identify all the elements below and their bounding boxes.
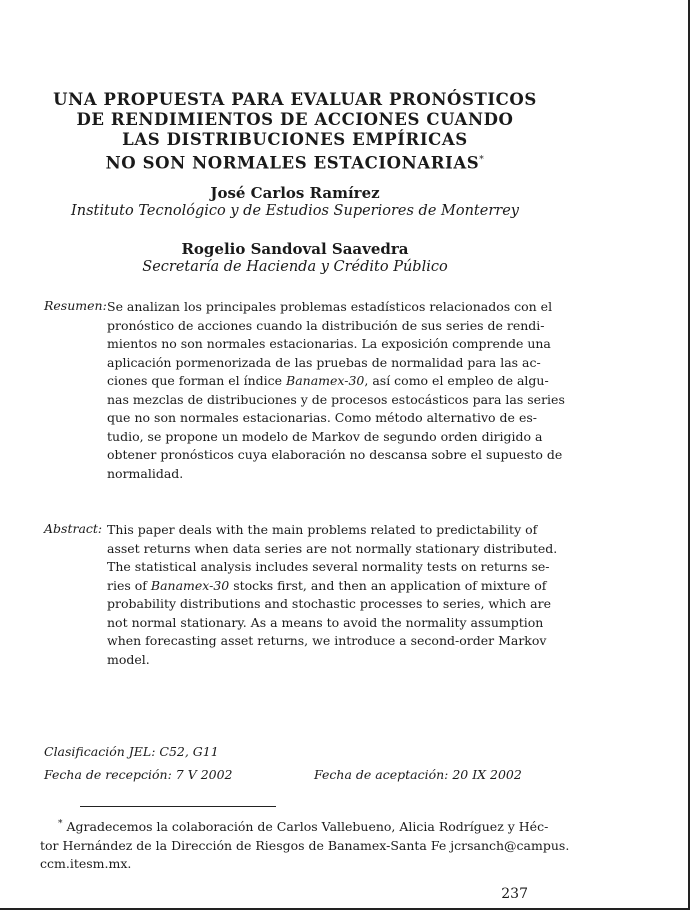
author-affiliation: Secretaría de Hacienda y Crédito Público xyxy=(142,259,448,275)
text-line: tudio, se propone un modelo de Markov de segundo orden dirigido a xyxy=(107,428,543,444)
paper-title xyxy=(20,90,570,174)
text-line: aplicación pormenorizada de las pruebas de normalidad para las ac- xyxy=(107,354,541,370)
title-line: DE RENDIMIENTOS DE ACCIONES CUANDO xyxy=(76,110,514,129)
text-line: obtener pronósticos cuya elaboración no descansa sobre el supuesto de xyxy=(107,447,563,462)
index-name: Banamex-30 xyxy=(150,577,230,593)
footnote xyxy=(40,815,570,874)
resumen-label: Resumen: xyxy=(44,298,107,313)
page-number: 237 xyxy=(501,886,528,902)
text-line: * Agradecemos la colaboración de Carlos Vallebueno, Alicia Rodríguez y Héc- xyxy=(58,819,549,835)
accepted-date: Fecha de aceptación: 20 IX 2002 xyxy=(314,767,522,782)
text-line: ries of Banamex-30 stocks first, and then an application of mixture of xyxy=(107,577,547,593)
text-line: This paper deals with the main problems related to predictability of xyxy=(107,522,538,537)
text-line: normalidad. xyxy=(107,465,184,481)
footnote-mark: * xyxy=(58,819,63,829)
title-footnote-mark: * xyxy=(479,155,485,165)
text-line: ccm.itesm.mx. xyxy=(40,856,132,872)
title-line-text: NO SON NORMALES ESTACIONARIAS xyxy=(105,153,480,173)
text-line: probability distributions and stochastic processes to series, which are xyxy=(107,596,551,611)
author-name: Rogelio Sandoval Saavedra xyxy=(181,240,409,258)
jel-classification: Clasificación JEL: C52, G11 xyxy=(44,744,219,759)
author-affiliation: Instituto Tecnológico y de Estudios Superiores de Monterrey xyxy=(71,203,519,219)
text-line: when forecasting asset returns, we introduce a second-order Markov xyxy=(107,633,547,648)
text-line: que no son normales estacionarias. Como método alternativo de es- xyxy=(107,410,537,425)
text-line: asset returns when data series are not normally stationary distributed. xyxy=(107,540,558,556)
abstract-label: Abstract: xyxy=(44,521,103,536)
text-line: not normal stationary. As a means to avoid the normality assumption xyxy=(107,614,544,630)
footnote-divider xyxy=(80,806,276,807)
title-line: UNA PROPUESTA PARA EVALUAR PRONÓSTICOS xyxy=(53,90,537,109)
index-name: Banamex-30 xyxy=(286,373,365,388)
text-line: model. xyxy=(107,651,150,667)
resumen-text xyxy=(107,298,565,483)
text-line: pronóstico de acciones cuando la distribución de sus series de rendi- xyxy=(107,317,545,333)
text-line: ciones que forman el índice Banamex-30, así como el empleo de algu- xyxy=(107,373,549,388)
text-line: mientos no son normales estacionarias. La exposición comprende una xyxy=(107,336,551,351)
text-line: nas mezclas de distribuciones y de procesos estocásticos para las series xyxy=(107,391,565,407)
received-date: Fecha de recepción: 7 V 2002 xyxy=(44,767,233,782)
text-line: Se analizan los principales problemas estadísticos relacionados con el xyxy=(107,299,553,314)
abstract-text xyxy=(107,521,558,669)
title-line xyxy=(20,150,570,174)
text-line: The statistical analysis includes several normality tests on returns se- xyxy=(107,559,550,574)
author-name: José Carlos Ramírez xyxy=(210,184,380,202)
text-line: tor Hernández de la Dirección de Riesgos de Banamex-Santa Fe jcrsanch@campus. xyxy=(40,837,570,853)
title-line: LAS DISTRIBUCIONES EMPÍRICAS xyxy=(122,130,468,149)
